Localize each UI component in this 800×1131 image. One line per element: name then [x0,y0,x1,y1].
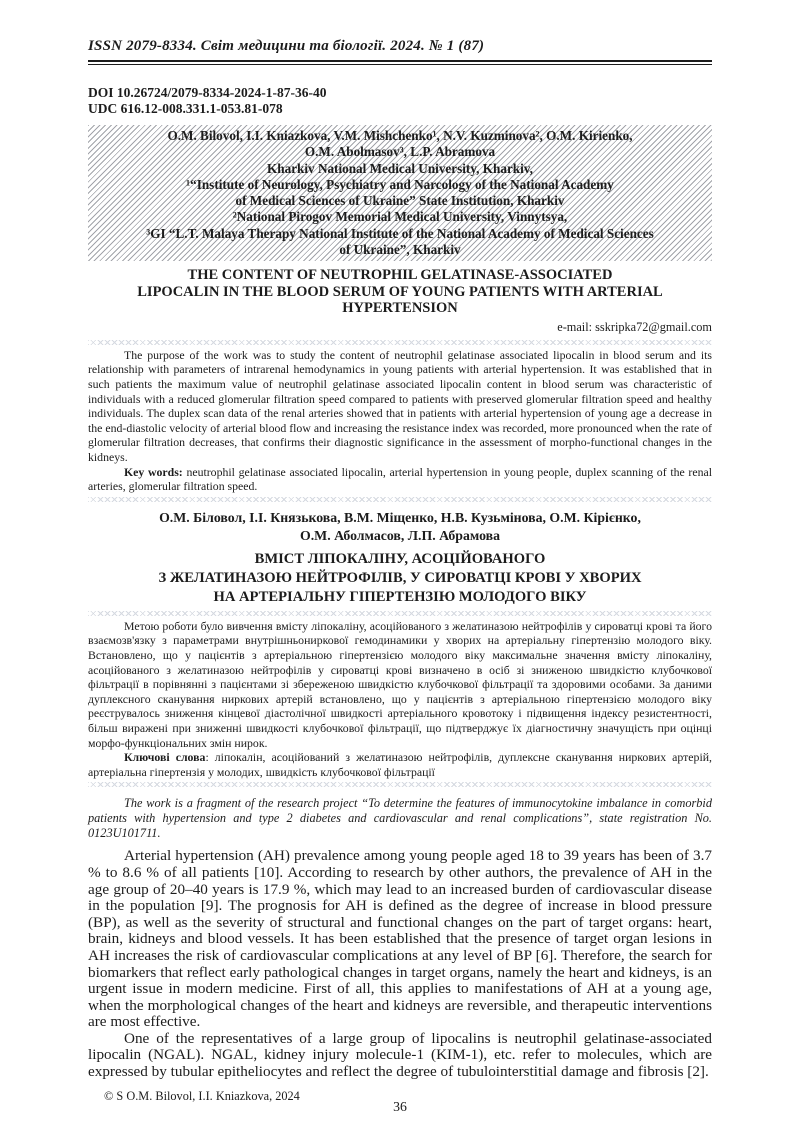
abstract-en-text: The purpose of the work was to study the content of neutrophil gelatinase associated lipocalin in blood serum and its relationship with parameters of intrarenal hemodynamics in young patients with arterial hypertension. It was established that in such patients the maximum value of neutrophil gelatinase associated lipocalin content in blood serum was characteristic of individuals with a reduced glomerular filtration speed compared to patients with preserved glomerular filtration speed and healthy individuals. The duplex scan data of the renal arteries showed that in patients with arterial hypertension of young age a decrease in the end-diastolic velocity of arterial blood flow and increasing the resistance index was recorded, more pronounced when the rate of glomerular filtration decreases, that confirms their diagnostic significance in the assessment of morpho-functional changes in the kidneys. [88,347,712,465]
title-line: HYPERTENSION [342,300,458,317]
keywords-en-label: Key words: [124,464,183,479]
research-fragment-note [88,796,712,841]
issn-line: ISSN 2079-8334. Світ медицини та біології. 2024. № 1 (87) [88,38,485,54]
article-title-ua [88,550,712,607]
affiliation-line: of Medical Sciences of Ukraine” State Institution, Kharkiv [235,193,565,209]
zigzag-separator [88,782,712,787]
title-ua-line: НА АРТЕРІАЛЬНУ ГІПЕРТЕНЗІЮ МОЛОДОГО ВІКУ [213,588,587,605]
authors-line: O.M. Bilovol, I.I. Kniazkova, V.M. Mishchenko¹, N.V. Kuzminova², O.M. Kirienko, [167,128,633,143]
affiliation-line: ³GI “L.T. Malaya Therapy National Institute of the National Academy of Medical Sciences [146,225,654,241]
keywords-ua-text: : ліпокалін, асоційований з желатиназою нейтрофілів, дуплексне сканування ниркових артерій, артеріальна гіпертензія у молодих, швидкість клубочкової фільтрації [88,750,712,779]
authors-ua-line: О.М. Аболмасов, Л.П. Абрамова [300,527,500,543]
doi-line: DOI 10.26724/2079-8334-2024-1-87-36-40 [88,85,327,100]
keywords-ua [88,750,712,779]
affiliation-line: of Ukraine”, Kharkiv [339,242,461,258]
copyright-line: © S O.M. Bilovol, I.I. Kniazkova, 2024 [104,1088,300,1103]
abstract-en [88,348,712,494]
keywords-en [88,465,712,494]
authors-affiliations-block [88,125,712,261]
body-paragraph: Arterial hypertension (AH) prevalence among young people aged 18 to 39 years has been of 3.7 % to 8.6 % of all patients [10]. According to research by other authors, the prevalence of AH in the age group of 20–40 years is 17.9 %, which may lead to an increased burden of cardiovascular disease in the population [9]. The prognosis for AH is defined as the degree of increase in blood pressure (BP), as well as the severity of structural and functional changes on the part of target organs: heart, brain, kidneys and blood vessels. It has been established that the presence of target organ lesions in AH increases the risk of cardiovascular complications at any level of BP [6]. Therefore, the search for biomarkers that reflect early pathological changes in target organs, namely the heart and kidneys, is an urgent issue in modern medicine. First of all, this applies to manifestations of AH at a young age, when the morphological changes of the heart and kidneys are reversible, and therapeutic interventions are most effective. [88,847,712,1031]
body-paragraph: One of the representatives of a large group of lipocalins is neutrophil gelatinase-associated lipocalin (NGAL). NGAL, kidney injury molecule-1 (KIM-1), etc. refer to molecules, which are expressed by tubular epitheliocytes and reflect the degree of tubulointerstitial damage and fibrosis [2]. [88,1029,712,1081]
abstract-ua [88,619,712,780]
keywords-ua-label: Ключові слова [124,750,206,765]
affiliation-line: Kharkiv National Medical University, Kharkiv, [267,160,533,176]
affiliation-line: ¹“Institute of Neurology, Psychiatry and Narcology of the National Academy [186,176,614,192]
title-ua-line: ВМІСТ ЛІПОКАЛІНУ, АСОЦІЙОВАНОГО [254,550,546,567]
page-footer [88,1089,712,1123]
title-line: LIPOCALIN IN THE BLOOD SERUM OF YOUNG PATIENTS WITH ARTERIAL [137,283,663,300]
affiliation-line: ²National Pirogov Memorial Medical University, Vinnytsya, [232,209,568,225]
udc-line: UDC 616.12-008.331.1-053.81-078 [88,101,283,116]
title-ua-line: З ЖЕЛАТИНАЗОЮ НЕЙТРОФІЛІВ, У СИРОВАТЦІ КРОВІ У ХВОРИХ [158,569,642,586]
zigzag-separator [88,497,712,502]
email-line: e-mail: sskripka72@gmail.com [557,319,712,334]
zigzag-separator [88,340,712,345]
authors-ua-line: О.М. Біловол, І.І. Князькова, В.М. Міщенко, Н.В. Кузьмінова, О.М. Кірієнко, [159,509,641,525]
fragment-text: The work is a fragment of the research project “To determine the features of immunocytokine imbalance in comorbid patients with hypertension and type 2 diabetes and cardiovascular and renal complications”, state registration No. 0123U101711. [88,796,712,841]
keywords-en-text: neutrophil gelatinase associated lipocalin, arterial hypertension in young people, duplex scanning of the renal arteries, glomerular filtration speed. [88,464,713,494]
header-rule [88,60,712,65]
page-number: 36 [393,1098,407,1114]
authors-line: O.M. Abolmasov³, L.P. Abramova [304,144,496,160]
authors-ua [88,509,712,545]
zigzag-separator [88,611,712,616]
title-line: THE CONTENT OF NEUTROPHIL GELATINASE-ASSOCIATED [187,267,613,284]
article-title-en [88,267,712,317]
abstract-ua-text: Метою роботи було вивчення вмісту ліпокаліну, асоційованого з желатиназою нейтрофілів у сироватці крові та його взаємозв'язку з параметрами внутрішньониркової гемодинамики у хворих на артеріальну гіпертензію молодого віку. Встановлено, що у пацієнтів з артеріальною гіпертензією молодого віку максимальне значення вмісту ліпокаліну, асоційованого з желатиназою нейтрофілів у сироватці крові визначено в осіб зі зниженою швидкістю клубочкової фільтрації в порівнянні з пацієнтами зі збереженою швидкістю клубочкової фільтрації та здоровими особами. За даними дуплексного сканування ниркових артерій встановлено, що у пацієнтів з артеріальною гіпертензією молодого віку реєструвалось зниження кінцевої діастолічної швидкості артеріального кровотоку і підвищення індексу резистентності, більш виражені при зниженні швидкості клубочкової фільтрації, що підтверджує їх діагностичну значущість при оцінці морфо-функціональних змін нирок. [88,618,712,750]
article-body [88,848,712,1080]
journal-header [88,38,712,65]
